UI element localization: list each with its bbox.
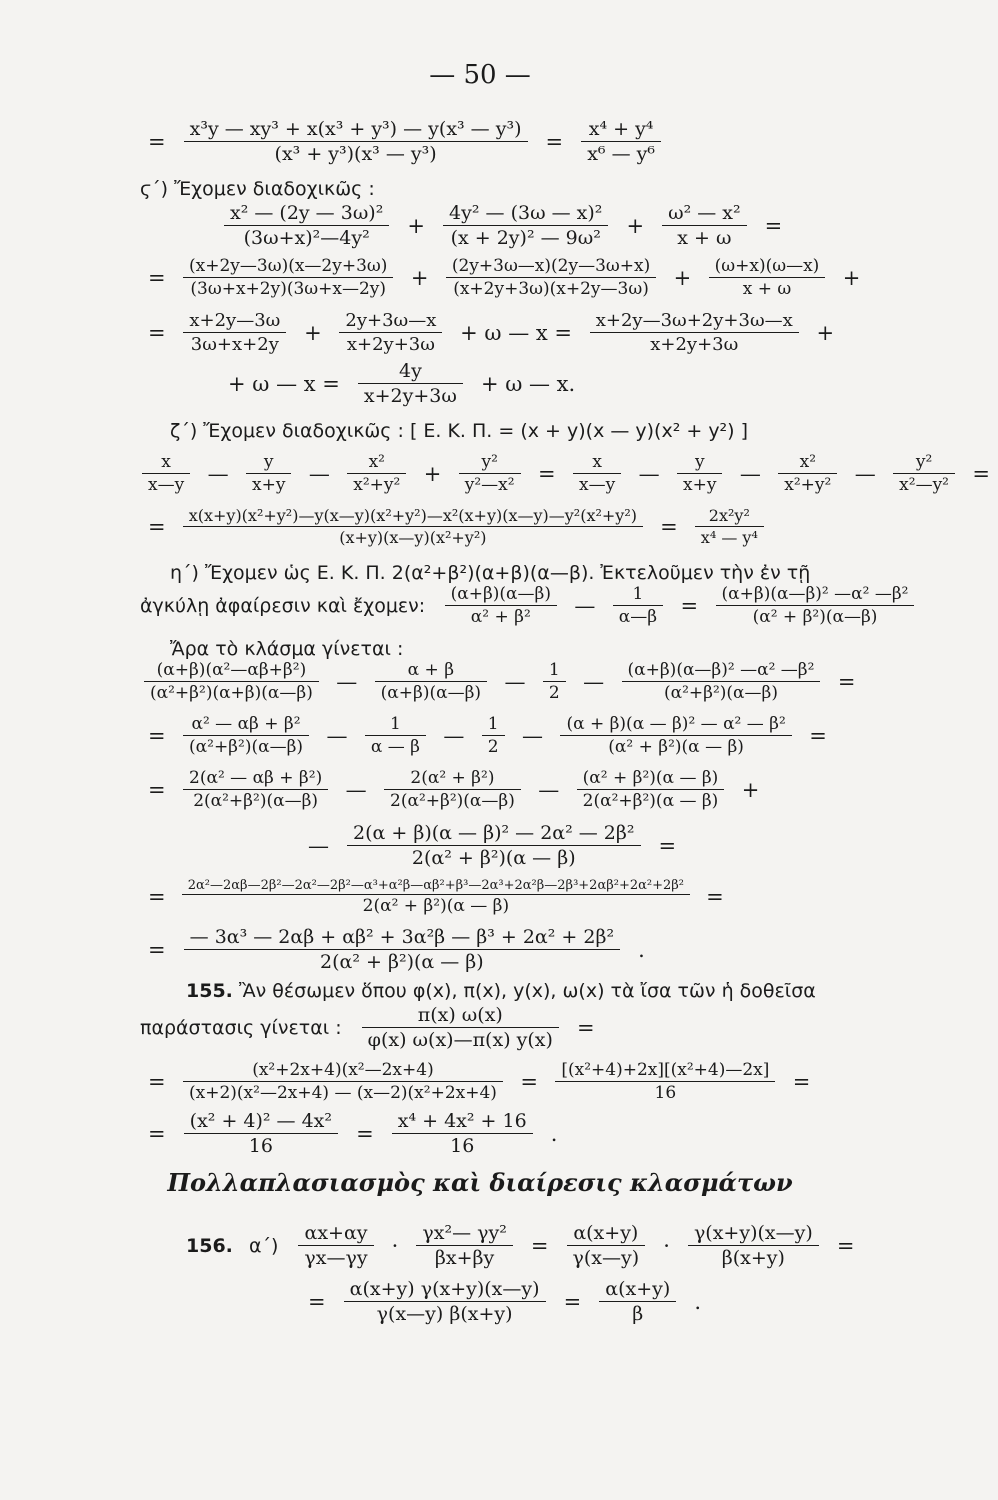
operator: + (410, 265, 429, 290)
operator: — (207, 461, 229, 486)
fraction: $\frac{\text{2x²y²}}{\text{x⁴ — y⁴}}$ (695, 506, 764, 547)
operator: — (574, 593, 596, 618)
equals-sign: = (148, 514, 166, 539)
operator: — (739, 461, 761, 486)
section-heading: Πολλαπλασιασμὸς καὶ διαίρεσις κλασμάτων (167, 1168, 793, 1197)
equation-line-4 (140, 310, 920, 355)
fraction: $\frac{\text{γx²— γy²}}{\beta x+\beta y}$ (416, 1222, 512, 1269)
fraction: $\frac{x}{x—y}$ (142, 452, 190, 495)
equation-line-5 (220, 360, 920, 407)
operator: — (638, 461, 660, 486)
fraction: $\frac{x+2y—3\omega}{3\omega+x+2y}$ (183, 310, 286, 355)
fraction: $\frac{1}{2}$ (482, 714, 505, 757)
equals-sign: = (576, 1015, 595, 1040)
operator: — (522, 723, 544, 748)
operator: + ω — x = (460, 320, 572, 345)
operator: — (443, 723, 465, 748)
operator: + (423, 461, 442, 486)
part-label: α΄) (248, 1234, 279, 1257)
fraction: $\frac{\text{y²}}{\text{x²—y²}}$ (893, 452, 955, 495)
equals-sign: = (545, 129, 564, 154)
operator: . (638, 937, 645, 962)
operator: · (663, 1233, 670, 1258)
fraction: $\frac{\text{x⁴ + y⁴}}{\text{x⁶ — y⁶}}$ (581, 118, 661, 165)
operator: — (583, 669, 605, 694)
exercise-155 (186, 980, 920, 1002)
fraction: $\frac{\text{(α + β)(α — β)² — α² — β²}}{\text{(α² + β²)(α — β)}}$ (560, 714, 791, 757)
fraction: $\frac{\text{x² — (2y — 3ω)²}}{\text{(3ω+x)²—4y²}}$ (224, 202, 389, 249)
fraction: $\frac{y}{x+y}$ (677, 452, 722, 495)
exercise-number: 156. (186, 1234, 233, 1257)
fraction: $\frac{\text{x²}}{\text{x²+y²}}$ (778, 452, 837, 495)
operator: + ω — x = (228, 371, 340, 396)
equation-line-7 (140, 506, 920, 547)
fraction: $\frac{\text{(α+β)(α²—αβ+β²)}}{\text{(α²+β²)(α+β)(α—β)}}$ (144, 660, 319, 703)
equals-sign: = (706, 885, 724, 909)
equals-sign: = (308, 1289, 326, 1314)
equals-sign: = (148, 1069, 166, 1094)
fraction: $\frac{\gamma(x+y)(x—y)}{\beta(x+y)}$ (688, 1222, 819, 1269)
fraction: $\frac{\alpha x+\alpha y}{\gamma x—\gamma y}$ (298, 1222, 373, 1269)
equals-sign: = (837, 669, 856, 694)
fraction: $\frac{\text{4y² — (3ω — x)²}}{\text{(x + 2y)² — 9ω²}}$ (443, 202, 608, 249)
fraction: $\frac{(\omega+x)(\omega—x)}{x + \omega}$ (709, 256, 826, 299)
equals-sign: = (148, 777, 166, 802)
fraction: $\frac{\text{2(α + β)(α — β)² — 2α² — 2β²}}{\text{2(α² + β²)(α — β)}}$ (347, 822, 640, 869)
fraction: $\frac{\text{[(x²+4)+2x][(x²+4)—2x]}}{16}$ (555, 1060, 775, 1103)
ara-label: Ἄρα τὸ κλάσμα γίνεται : (170, 638, 404, 660)
equation-line-12 (300, 822, 920, 869)
equals-sign: = (680, 593, 699, 618)
operator: — (308, 461, 330, 486)
fraction: $\frac{\text{y²}}{\text{y²—x²}}$ (459, 452, 521, 495)
equation-line-1 (140, 118, 920, 165)
equation-line-9 (140, 660, 920, 703)
equals-sign: = (148, 937, 166, 962)
operator: — (326, 723, 348, 748)
fraction: $\frac{\text{x⁴ + 4x² + 16}}{16}$ (392, 1110, 533, 1157)
fraction: $\frac{x+2y—3\omega+2y+3\omega—x}{x+2y+3\omega}$ (590, 310, 799, 355)
text-label: ἀγκύλῃ ἀφαίρεσιν καὶ ἔχομεν: (140, 594, 426, 617)
fraction: $\frac{\text{2α²—2αβ—2β²—2α²—2β²—α³+α²β—αβ²+β³—2α³+2α²β—2β³+2αβ²+2α²+2β²}}{\text{2(α² + β²)(α — β)}}$ (182, 878, 690, 916)
equation-line-18 (300, 1278, 920, 1325)
fraction: $\frac{\alpha + \beta}{(\alpha+\beta)(\alpha—\beta)}$ (375, 660, 487, 703)
section-label-s: ϛ΄) Ἔχομεν διαδοχικῶς : (140, 178, 375, 200)
fraction: $\frac{\alpha(x+y)}{\gamma(x—y)}$ (567, 1222, 646, 1269)
section-label-h: η΄) Ἔχομεν ὡς Ε. Κ. Π. 2(α²+β²)(α+β)(α—β). Ἐκτελοῦμεν τὴν ἐν τῇ (170, 562, 811, 584)
equals-sign: = (658, 833, 677, 858)
equation-line-15 (140, 1004, 920, 1051)
equals-sign: = (972, 461, 991, 486)
operator: + ω — x. (480, 371, 576, 396)
equals-sign: = (520, 1069, 538, 1094)
fraction: $\frac{\text{2(α² — αβ + β²)}}{\text{2(α²+β²)(α—β)}}$ (183, 768, 328, 811)
fraction: $\frac{\alpha(x+y)}{\beta}$ (599, 1278, 676, 1325)
fraction: $\frac{\pi(x) \omega(x)}{\varphi(x) \omega(x)—\pi(x) y(x)}$ (362, 1004, 559, 1051)
equals-sign: = (148, 320, 166, 345)
equals-sign: = (148, 723, 166, 748)
page-number: — 50 — (429, 60, 531, 90)
equals-sign: = (356, 1121, 374, 1146)
operator: — (854, 461, 876, 486)
fraction: $\frac{\text{x³y — xy³ + x(x³ + y³) — y(x³ — y³)}}{\text{(x³ + y³)(x³ — y³)}}$ (184, 118, 528, 165)
operator: . (694, 1289, 702, 1314)
operator: — (336, 669, 358, 694)
equals-sign: = (660, 514, 678, 539)
operator: + (626, 213, 645, 238)
operator: + (816, 320, 835, 345)
operator: + (673, 265, 692, 290)
equation-line-3 (140, 256, 920, 299)
fraction: $\frac{(x+2y—3\omega)(x—2y+3\omega)}{(3\omega+x+2y)(3\omega+x—2y)}$ (183, 256, 393, 299)
equals-sign: = (836, 1233, 855, 1258)
fraction: $\frac{\alpha(x+y) \gamma(x+y)(x—y)}{\gamma(x—y) \beta(x+y)}$ (344, 1278, 546, 1325)
equation-line-11 (140, 768, 920, 811)
equals-sign: = (148, 1121, 166, 1146)
exercise-number: 155. (186, 980, 233, 1002)
fraction: $\frac{\text{x²}}{\text{x²+y²}}$ (347, 452, 406, 495)
fraction: $\frac{1}{2}$ (543, 660, 566, 703)
fraction: $\frac{\text{— 3α³ — 2αβ + αβ² + 3α²β — β³ + 2α² + 2β²}}{\text{2(α² + β²)(α — β)}}$ (184, 926, 620, 973)
operator: + (741, 777, 760, 802)
fraction: $\frac{2y+3\omega—x}{x+2y+3\omega}$ (339, 310, 442, 355)
fraction: $\frac{(\alpha+\beta)(\alpha—\beta)}{\text{α² + β²}}$ (445, 584, 557, 627)
exercise-156 (186, 1222, 920, 1269)
fraction: $\frac{\text{2(α² + β²)}}{\text{2(α²+β²)(α—β)}}$ (384, 768, 521, 811)
equation-line-10 (140, 714, 920, 757)
fraction: $\frac{x}{x—y}$ (573, 452, 621, 495)
operator: . (550, 1121, 558, 1146)
operator: + (407, 213, 425, 238)
fraction: $\frac{\text{α² — αβ + β²}}{\text{(α²+β²)(α—β)}}$ (183, 714, 309, 757)
equation-line-16 (140, 1060, 920, 1103)
equation-line-8 (140, 584, 920, 627)
fraction: $\frac{4y}{x+2y+3\omega}$ (358, 360, 463, 407)
equation-line-17 (140, 1110, 920, 1157)
exercise-text: Ἂν θέσωμεν ὅπου φ(x), π(x), y(x), ω(x) τὰ ἴσα τῶν ἡ δοθεῖσα (238, 980, 816, 1002)
equation-line-6 (138, 452, 991, 495)
fraction: $\frac{\text{x(x+y)(x²+y²)—y(x—y)(x²+y²)—x²(x+y)(x—y)—y²(x²+y²)}}{\text{(x+y)(x—y)(x²+y²)}}$ (183, 506, 643, 547)
equals-sign: = (809, 723, 827, 748)
fraction: $\frac{\text{ω² — x²}}{x + \omega}$ (662, 202, 747, 249)
fraction: $\frac{\text{(x²+2x+4)(x²—2x+4)}}{\text{(x+2)(x²—2x+4) — (x—2)(x²+2x+4)}}$ (183, 1060, 503, 1103)
equals-sign: = (530, 1233, 549, 1258)
equation-line-2 (220, 202, 920, 249)
equals-sign: = (764, 213, 783, 238)
fraction: $\frac{\text{(α² + β²)(α — β)}}{\text{2(α²+β²)(α — β)}}$ (577, 768, 725, 811)
fraction: $\frac{(2y+3\omega—x)(2y—3\omega+x)}{(x+2y+3\omega)(x+2y—3\omega)}$ (446, 256, 656, 299)
operator: + (842, 265, 861, 290)
operator: — (308, 833, 329, 858)
section-label-z: ζ΄) Ἔχομεν διαδοχικῶς : [ Ε. Κ. Π. = (x + y)(x — y)(x² + y²) ] (170, 420, 749, 442)
equals-sign: = (148, 129, 166, 154)
text-label: παράστασις γίνεται : (140, 1016, 342, 1039)
equation-line-14 (140, 926, 920, 973)
equals-sign: = (792, 1069, 811, 1094)
equation-line-13 (140, 878, 920, 916)
fraction: $\frac{1}{\alpha — \beta}$ (365, 714, 426, 757)
fraction: $\frac{\text{(α+β)(α—β)² —α² —β²}}{\text{(α²+β²)(α—β)}}$ (622, 660, 821, 703)
operator: — (538, 777, 560, 802)
equals-sign: = (563, 1289, 582, 1314)
equals-sign: = (148, 265, 166, 290)
fraction: $\frac{1}{\alpha—\beta}$ (613, 584, 663, 627)
operator: — (345, 777, 367, 802)
fraction: $\frac{y}{x+y}$ (246, 452, 291, 495)
operator: — (504, 669, 526, 694)
operator: + (304, 320, 322, 345)
equals-sign: = (538, 461, 556, 486)
operator: · (391, 1233, 399, 1258)
fraction: $\frac{\text{(x² + 4)² — 4x²}}{16}$ (184, 1110, 338, 1157)
fraction: $\frac{\text{(α+β)(α—β)² —α² —β²}}{\text{(α² + β²)(α—β)}}$ (716, 584, 915, 627)
equals-sign: = (148, 885, 166, 909)
